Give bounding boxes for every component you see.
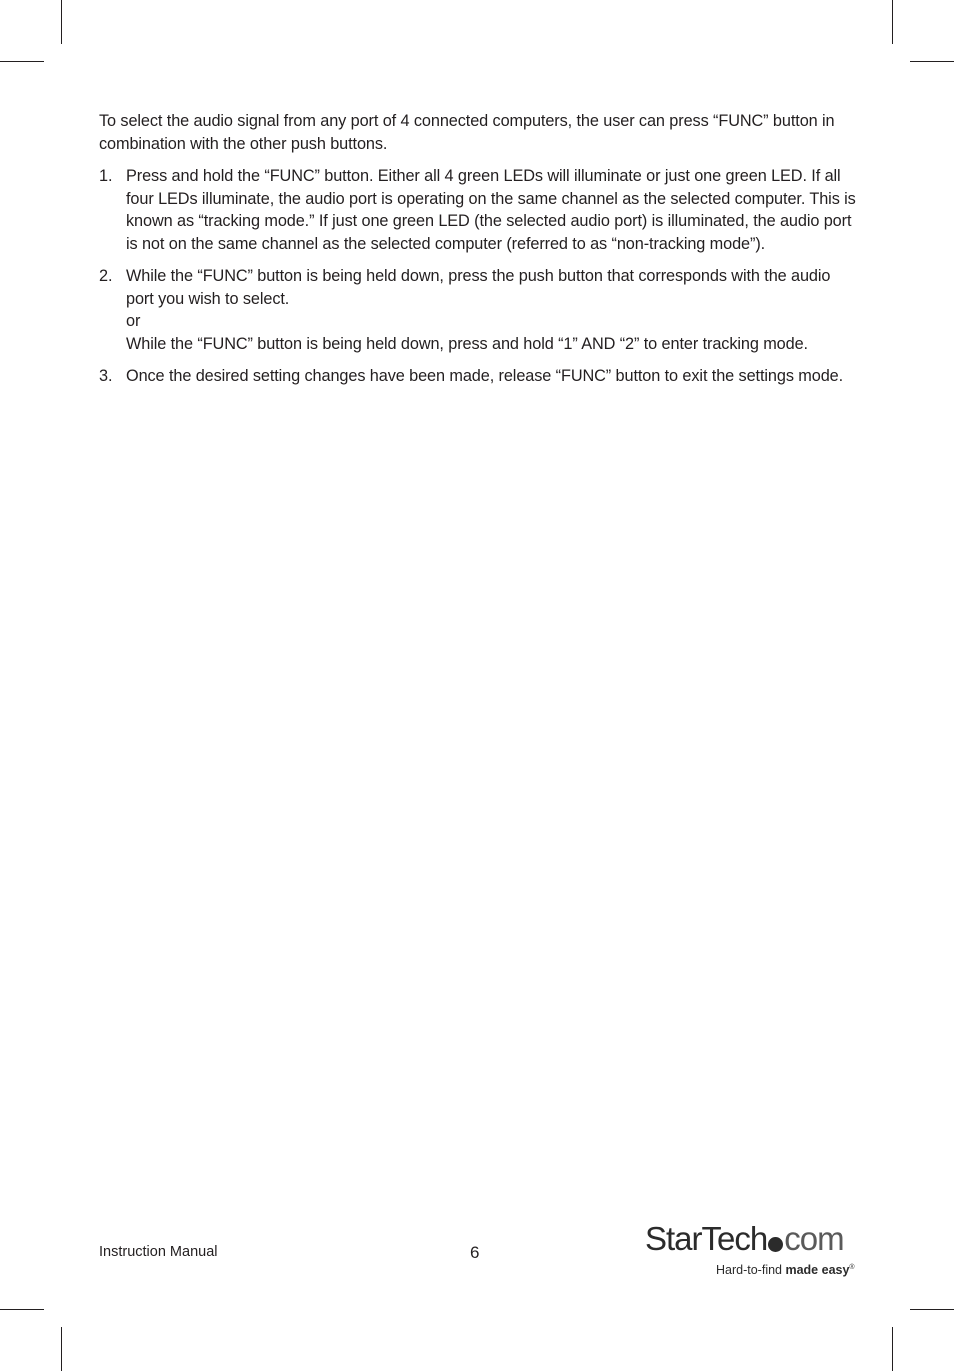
page-number: 6 [470,1243,480,1262]
logo-suffix: com [784,1220,844,1257]
registered-mark: ® [849,1263,855,1271]
step-text: Once the desired setting changes have been made, release “FUNC” button to exit the settings mode. [126,367,844,385]
step-text: While the “FUNC” button is being held down, press and hold “1” AND “2” to enter tracking mode. [126,334,808,353]
step-item-1 [99,165,859,255]
crop-mark-bottom-right-vertical [892,1327,893,1371]
startech-logo [645,1220,865,1284]
step-number: 1. [99,167,113,185]
step-item-3 [99,365,859,388]
step-text: While the “FUNC” button is being held down, press the push button that corresponds with the audio port you wish to select. [126,267,831,308]
step-text-or: or [126,312,141,330]
logo-tagline [716,1263,855,1277]
logo-wordmark [645,1220,844,1258]
crop-mark-top-right-vertical [892,0,893,44]
steps-list [99,165,859,388]
crop-mark-bottom-right-horizontal [910,1309,954,1310]
crop-mark-bottom-left-horizontal [0,1309,44,1310]
step-number: 2. [99,267,113,285]
logo-tagline-bold: made easy [785,1263,850,1277]
crop-mark-top-right-horizontal [910,61,954,62]
logo-brand: StarTech [645,1220,768,1257]
page-content [99,110,859,398]
step-text: Press and hold the “FUNC” button. Either all 4 green LEDs will illuminate or just one green LED. If all four LEDs illuminate, the audio port is operating on the same channel as the selected computer. This is known as “tracking mode.” If just one green LED (the selected audio port) is illuminated, the audio port is not on the same channel as the selected computer (referred to as “non-tracking mode”). [126,167,856,253]
logo-dot-icon [768,1237,783,1252]
crop-mark-top-left-horizontal [0,61,44,62]
footer-manual-label: Instruction Manual [99,1244,218,1260]
step-number: 3. [99,367,113,385]
crop-mark-top-left-vertical [61,0,62,44]
crop-mark-bottom-left-vertical [61,1327,62,1371]
step-item-2 [99,265,859,355]
intro-paragraph: To select the audio signal from any port of 4 connected computers, the user can press “FUNC” button in combination with the other push buttons. [99,112,835,153]
logo-tagline-regular: Hard-to-find [716,1263,786,1277]
